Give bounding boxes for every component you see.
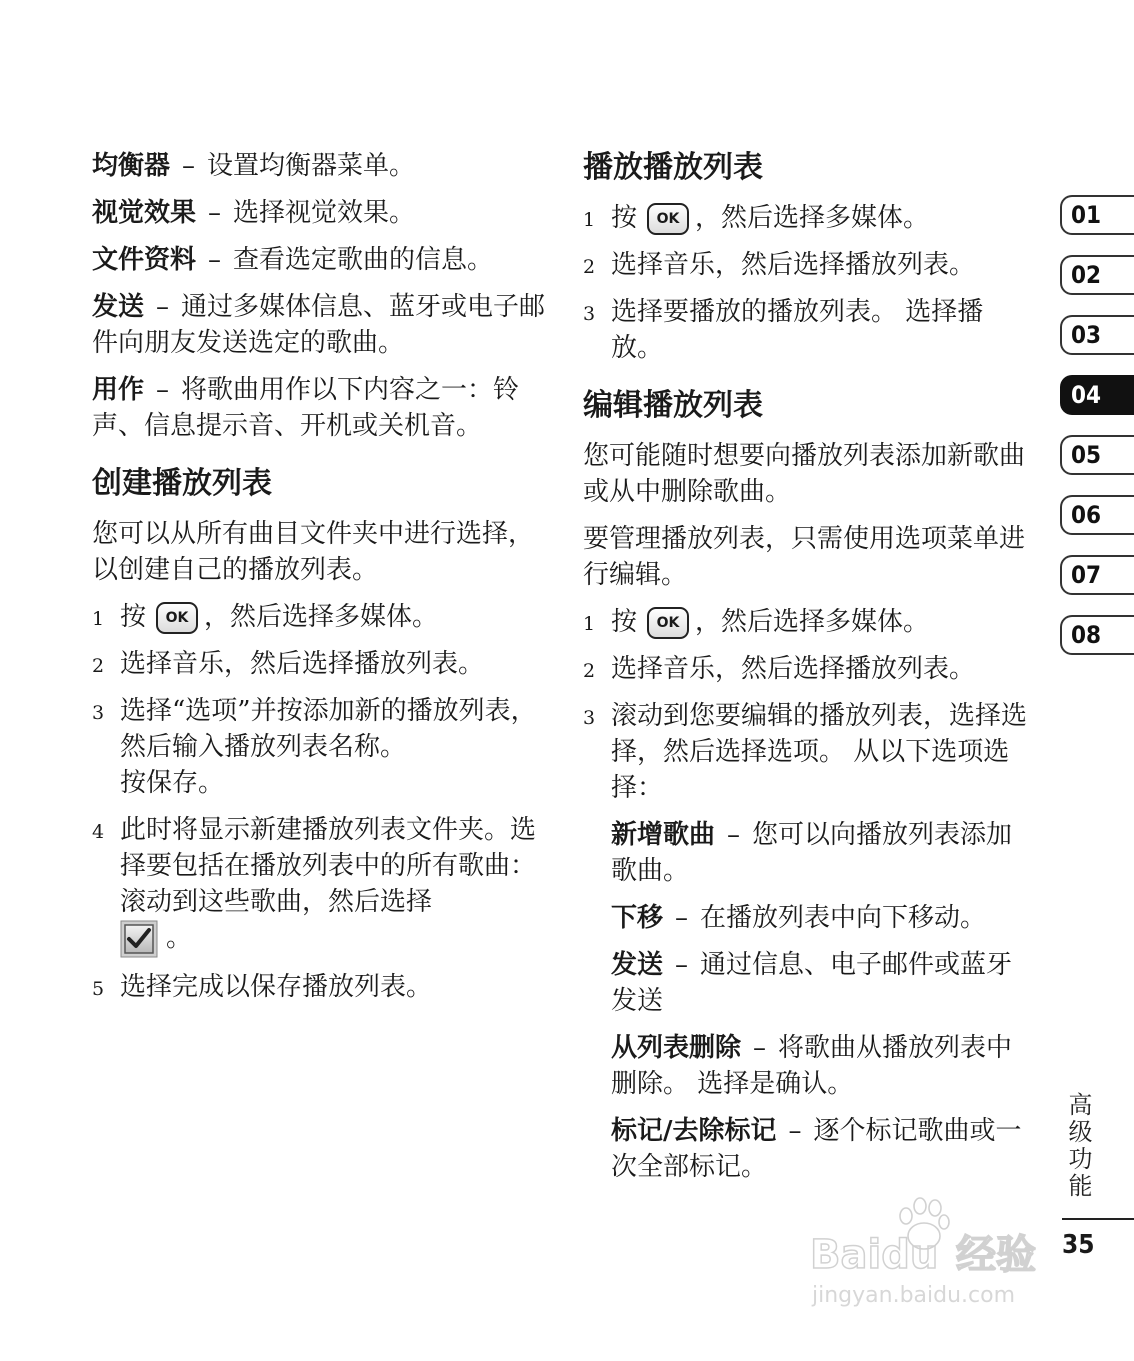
section-intro: 您可能随时想要向播放列表添加新歌曲或从中删除歌曲。 xyxy=(583,441,1026,507)
ok-key-icon: OK xyxy=(647,607,689,639)
checkbox-checked-icon xyxy=(120,920,158,958)
chapter-tab-01[interactable]: 01 xyxy=(1060,195,1134,235)
definition-term: 发送 xyxy=(92,292,145,322)
definition-desc: 查看选定歌曲的信息。 xyxy=(233,245,494,275)
option-desc: 将歌曲从播放列表中删除。 选择是确认。 xyxy=(611,1033,1013,1099)
watermark-url: jingyan.baidu.com xyxy=(812,1283,1016,1308)
edit-options-list xyxy=(583,817,1033,1185)
option-term: 发送 xyxy=(611,950,664,980)
step-text: 按 xyxy=(611,607,638,637)
option-term: 下移 xyxy=(611,903,664,933)
option-item xyxy=(583,947,1033,1019)
definition-term: 均衡器 xyxy=(92,151,171,181)
baidu-watermark-logo xyxy=(806,1190,1066,1315)
step-text: 按 xyxy=(120,602,147,632)
chapter-tab-08[interactable]: 08 xyxy=(1060,615,1134,655)
separator: – xyxy=(788,1116,802,1146)
section-intro: 您可以从所有曲目文件夹中进行选择，以创建自己的播放列表。 xyxy=(92,519,535,585)
separator: – xyxy=(156,292,170,322)
step-item xyxy=(583,294,1033,366)
step-number: 1 xyxy=(583,209,596,231)
section-intro: 要管理播放列表，只需使用选项菜单进行编辑。 xyxy=(583,524,1026,590)
definition-term: 视觉效果 xyxy=(92,198,197,228)
section-heading-create-playlist: 创建播放列表 xyxy=(92,466,272,501)
definition-term: 用作 xyxy=(92,375,145,405)
ok-key-icon: OK xyxy=(156,602,198,634)
option-desc: 您可以向播放列表添加歌曲。 xyxy=(611,820,1013,886)
chapter-tab-06[interactable]: 06 xyxy=(1060,495,1134,535)
chapter-tab-07[interactable]: 07 xyxy=(1060,555,1134,595)
chapter-tab-03[interactable]: 03 xyxy=(1060,315,1134,355)
step-item xyxy=(583,200,1033,236)
step-text: 按 xyxy=(611,203,638,233)
definition-item xyxy=(92,372,552,444)
chapter-tab-04[interactable]: 04 xyxy=(1060,375,1134,415)
step-item xyxy=(92,646,552,682)
watermark-brand-cn: 经验 xyxy=(956,1232,1036,1278)
left-column xyxy=(92,148,552,1016)
step-item xyxy=(583,247,1033,283)
separator: – xyxy=(727,820,741,850)
step-item xyxy=(92,693,552,801)
separator: – xyxy=(753,1033,767,1063)
step-item xyxy=(583,698,1033,806)
definition-item xyxy=(92,195,552,231)
definition-desc: 通过多媒体信息、蓝牙或电子邮件向朋友发送选定的歌曲。 xyxy=(92,292,546,358)
option-item xyxy=(583,900,1033,936)
step-text: 选择完成以保存播放列表。 xyxy=(120,972,433,1002)
step-text: 选择“选项”并按添加新的播放列表，然后输入播放列表名称。 xyxy=(120,696,537,762)
option-item xyxy=(583,817,1033,889)
step-text: ，然后选择多媒体。 xyxy=(695,607,930,637)
separator: – xyxy=(156,375,170,405)
step-item xyxy=(583,604,1033,640)
option-term: 从列表删除 xyxy=(611,1033,742,1063)
section-heading-play-playlist: 播放播放列表 xyxy=(583,150,763,185)
page-number: 35 xyxy=(1062,1230,1095,1260)
right-column xyxy=(583,148,1033,1196)
chapter-side-label: 高级功能 xyxy=(1064,1092,1092,1200)
definition-desc: 将歌曲用作以下内容之一：铃声、信息提示音、开机或关机音。 xyxy=(92,375,520,441)
step-number: 1 xyxy=(92,608,105,630)
step-text: 选择音乐，然后选择播放列表。 xyxy=(611,250,976,280)
section-heading-edit-playlist: 编辑播放列表 xyxy=(583,388,763,423)
separator: – xyxy=(675,903,689,933)
step-number: 3 xyxy=(583,707,596,729)
separator: – xyxy=(675,950,689,980)
definition-item xyxy=(92,289,552,361)
step-text: 按保存。 xyxy=(120,768,225,798)
step-number: 3 xyxy=(92,702,105,724)
step-text: 选择音乐，然后选择播放列表。 xyxy=(120,649,485,679)
step-item xyxy=(92,812,552,958)
definition-desc: 选择视觉效果。 xyxy=(233,198,416,228)
step-number: 2 xyxy=(583,660,596,682)
step-text: ，然后选择多媒体。 xyxy=(204,602,439,632)
option-desc: 通过信息、电子邮件或蓝牙发送 xyxy=(611,950,1013,1016)
definition-desc: 设置均衡器菜单。 xyxy=(207,151,416,181)
option-item xyxy=(583,1030,1033,1102)
step-item xyxy=(92,969,552,1005)
step-text: ，然后选择多媒体。 xyxy=(695,203,930,233)
separator: – xyxy=(182,151,196,181)
option-term: 标记/去除标记 xyxy=(611,1116,777,1146)
step-number: 3 xyxy=(583,303,596,325)
ok-key-icon: OK xyxy=(647,203,689,235)
chapter-tab-02[interactable]: 02 xyxy=(1060,255,1134,295)
definition-item xyxy=(92,148,552,184)
definition-term: 文件资料 xyxy=(92,245,197,275)
chapter-tab-05[interactable]: 05 xyxy=(1060,435,1134,475)
option-term: 新增歌曲 xyxy=(611,820,716,850)
step-number: 2 xyxy=(583,256,596,278)
page-number-rule xyxy=(1062,1218,1134,1220)
intro-list xyxy=(92,148,552,444)
option-desc: 逐个标记歌曲或一次全部标记。 xyxy=(611,1116,1022,1182)
step-item xyxy=(583,651,1033,687)
step-text: 选择要播放的播放列表。 选择播放。 xyxy=(611,297,984,363)
step-text: 滚动到您要编辑的播放列表，选择选择，然后选择选项。 从以下选项选择： xyxy=(611,701,1028,803)
separator: – xyxy=(208,245,222,275)
step-number: 5 xyxy=(92,978,105,1000)
step-text: 选择音乐，然后选择播放列表。 xyxy=(611,654,976,684)
step-number: 1 xyxy=(583,613,596,635)
chapter-tabs xyxy=(1060,195,1134,675)
step-item xyxy=(92,599,552,635)
step-number: 4 xyxy=(92,821,105,843)
step-text: 。 xyxy=(166,923,193,953)
option-desc: 在播放列表中向下移动。 xyxy=(700,903,987,933)
step-text: 此时将显示新建播放列表文件夹。选择要包括在播放列表中的所有歌曲：滚动到这些歌曲，然后选择 xyxy=(120,815,537,917)
step-number: 2 xyxy=(92,655,105,677)
watermark-brand: Baidu xyxy=(810,1232,939,1278)
separator: – xyxy=(208,198,222,228)
option-item xyxy=(583,1113,1033,1185)
definition-item xyxy=(92,242,552,278)
